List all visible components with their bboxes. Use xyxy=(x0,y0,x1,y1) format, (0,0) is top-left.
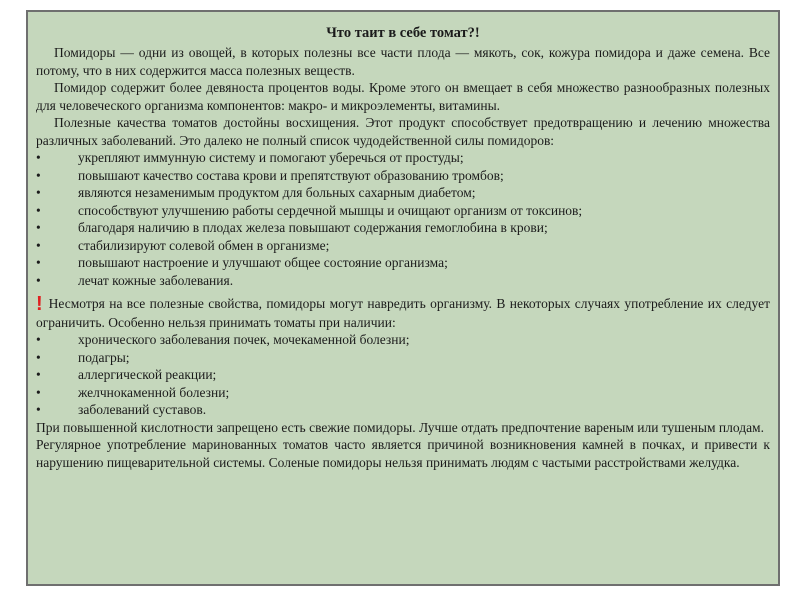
content-panel xyxy=(26,10,780,586)
bullet-icon: • xyxy=(36,255,41,270)
bullet-icon: • xyxy=(36,332,41,347)
list-item xyxy=(36,366,770,384)
contraindication-text: желчнокаменной болезни; xyxy=(78,384,230,400)
benefit-text: лечат кожные заболевания. xyxy=(78,272,234,288)
benefits-list xyxy=(36,149,770,289)
bullet-icon: • xyxy=(36,272,41,288)
list-item xyxy=(36,237,770,255)
contraindications-list xyxy=(36,331,770,419)
list-item xyxy=(36,254,770,272)
intro-paragraph-3: Полезные качества томатов достойны восхищения. Этот продукт способствует предотвращению и лечению множества различных заболеваний. Это далеко не полный список чудодейственной силы помидоров: xyxy=(36,115,770,148)
list-item xyxy=(36,401,770,419)
bullet-icon: • xyxy=(36,202,41,218)
warning-paragraph xyxy=(36,295,770,331)
bullet-icon: • xyxy=(36,384,41,400)
list-item xyxy=(36,331,770,349)
page-title: Что таит в себе томат?! xyxy=(326,25,480,41)
list-item xyxy=(36,167,770,185)
list-item xyxy=(36,384,770,402)
intro-paragraph-1: Помидоры — одни из овощей, в которых полезны все части плода — мякоть, сок, кожура помидора и даже семена. Все потому, что в них содержится масса полезных веществ. xyxy=(36,45,770,78)
benefit-text: благодаря наличию в плодах железа повышают содержания гемоглобина в крови; xyxy=(78,220,548,235)
contraindication-text: заболеваний суставов. xyxy=(78,402,207,417)
bullet-icon: • xyxy=(36,150,41,165)
benefit-text: повышают качество состава крови и препятствуют образованию тромбов; xyxy=(78,167,504,183)
bullet-icon: • xyxy=(36,402,41,417)
benefit-text: стабилизируют солевой обмен в организме; xyxy=(78,237,330,253)
list-item xyxy=(36,349,770,367)
benefit-text: являются незаменимым продуктом для больных сахарным диабетом; xyxy=(78,185,476,200)
closing-paragraph-2: Регулярное употребление маринованных томатов часто является причиной возникновения камней в почках, и привести к нарушению пищеварительной системы. Соленые помидоры нельзя принимать людям с частыми расстройствами желудка. xyxy=(36,437,770,470)
list-item xyxy=(36,202,770,220)
contraindication-text: подагры; xyxy=(78,349,130,365)
bullet-icon: • xyxy=(36,349,41,365)
benefit-text: способствуют улучшению работы сердечной мышцы и очищают организм от токсинов; xyxy=(78,202,583,218)
contraindication-text: хронического заболевания почек, мочекаменной болезни; xyxy=(78,332,410,347)
list-item xyxy=(36,272,770,290)
bullet-icon: • xyxy=(36,167,41,183)
bullet-icon: • xyxy=(36,220,41,235)
bullet-icon: • xyxy=(36,237,41,253)
warning-text: Несмотря на все полезные свойства, помидоры могут навредить организму. В некоторых случаях употребление их следует ограничить. Особенно нельзя принимать томаты при наличии: xyxy=(36,296,770,330)
closing-paragraph-1: При повышенной кислотности запрещено есть свежие помидоры. Лучше отдать предпочтение вареным или тушеным плодам. xyxy=(36,419,764,435)
list-item xyxy=(36,149,770,167)
benefit-text: укрепляют иммунную систему и помогают уберечься от простуды; xyxy=(78,150,464,165)
intro-paragraph-2: Помидор содержит более девяноста процентов воды. Кроме этого он вмещает в себя множество разнообразных полезных для человеческого организма компонентов: макро- и микроэлементы, витамины. xyxy=(36,80,770,113)
benefit-text: повышают настроение и улучшают общее состояние организма; xyxy=(78,255,448,270)
contraindication-text: аллергической реакции; xyxy=(78,367,217,382)
list-item xyxy=(36,219,770,237)
bullet-icon: • xyxy=(36,185,41,200)
list-item xyxy=(36,184,770,202)
exclamation-icon: ! xyxy=(36,293,43,315)
bullet-icon: • xyxy=(36,367,41,382)
